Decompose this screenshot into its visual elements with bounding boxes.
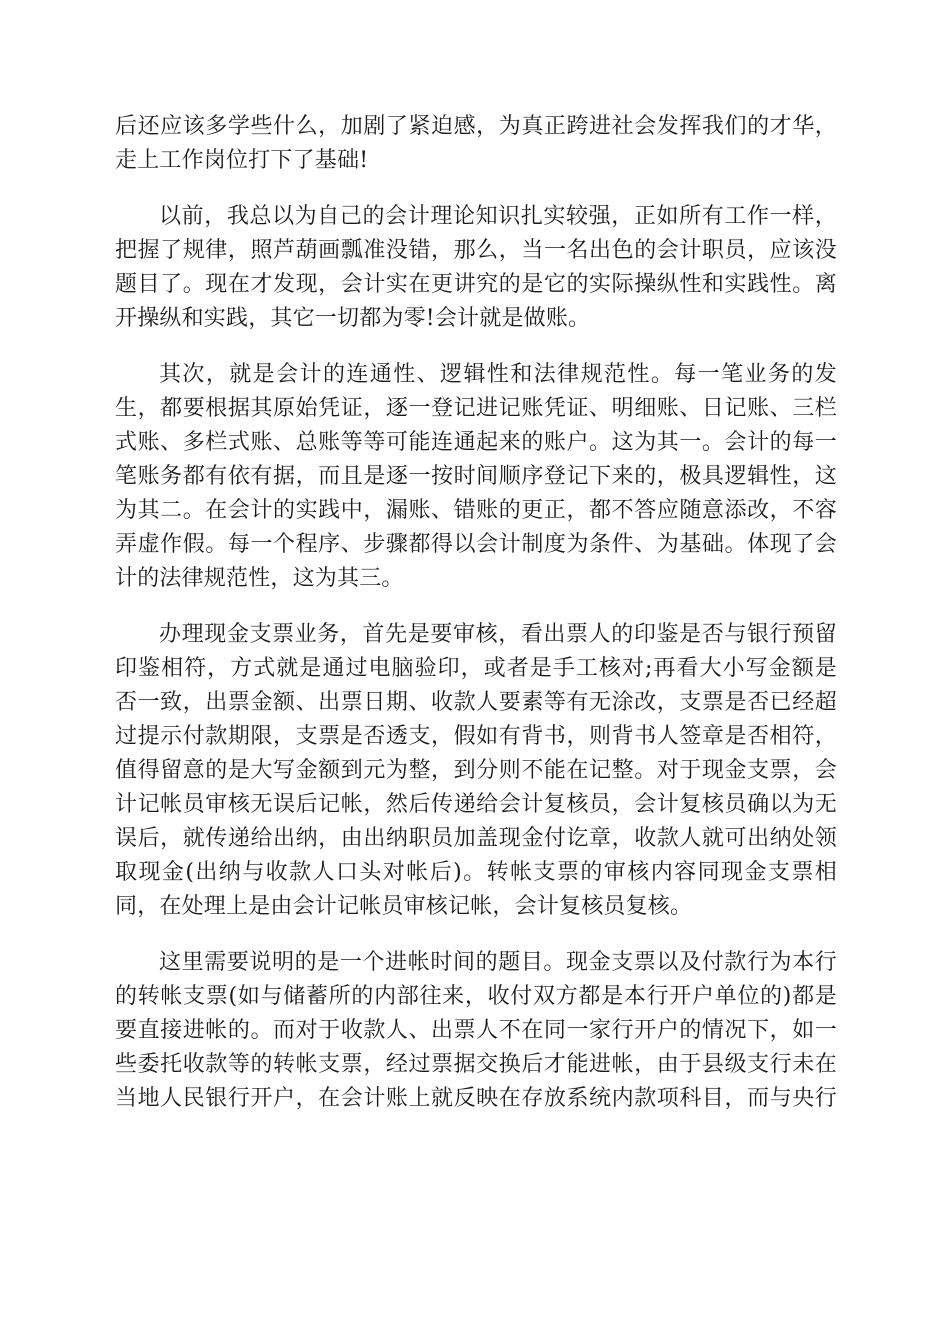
paragraph	[115, 946, 837, 1116]
text-line: 印鉴相符，方式就是通过电脑验印，或者是手工核对;再看大小写金额是	[115, 656, 837, 681]
paragraph	[115, 200, 837, 336]
text-line: 笔账务都有依有据，而且是逐一按时间顺序登记下来的，极具逻辑性，这	[115, 464, 837, 489]
text-line: 其次，就是会计的连通性、逻辑性和法律规范性。每一笔业务的发	[159, 362, 837, 387]
text-line: 取现金(出纳与收款人口头对帐后)。转帐支票的审核内容同现金支票相	[115, 860, 837, 885]
text-line: 后还应该多学些什么，加剧了紧迫感，为真正跨进社会发挥我们的才华，	[115, 114, 837, 139]
text-line: 为其二。在会计的实践中，漏账、错账的更正，都不答应随意添改，不容	[115, 498, 837, 523]
paragraph	[115, 618, 837, 924]
text-line: 弄虚作假。每一个程序、步骤都得以会计制度为条件、为基础。体现了会	[115, 532, 837, 557]
text-line: 这里需要说明的是一个进帐时间的题目。现金支票以及付款行为本行	[159, 950, 837, 975]
text-line: 题目了。现在才发现，会计实在更讲究的是它的实际操纵性和实践性。离	[115, 272, 837, 297]
text-line: 否一致，出票金额、出票日期、收款人要素等有无涂改，支票是否已经超	[115, 690, 837, 715]
text-line: 计记帐员审核无误后记帐，然后传递给会计复核员，会计复核员确以为无	[115, 792, 837, 817]
text-line: 些委托收款等的转帐支票，经过票据交换后才能进帐，由于县级支行未在	[115, 1052, 837, 1077]
text-line: 值得留意的是大写金额到元为整，到分则不能在记整。对于现金支票，会	[115, 758, 837, 783]
text-line: 的转帐支票(如与储蓄所的内部往来，收付双方都是本行开户单位的)都是	[115, 984, 837, 1009]
text-line: 当地人民银行开户，在会计账上就反映在存放系统内款项科目，而与央行	[115, 1086, 837, 1111]
text-line: 要直接进帐的。而对于收款人、出票人不在同一家行开户的情况下，如一	[115, 1018, 837, 1043]
text-line: 开操纵和实践，其它一切都为零!会计就是做账。	[115, 306, 591, 331]
text-line: 式账、多栏式账、总账等等可能连通起来的账户。这为其一。会计的每一	[115, 430, 837, 455]
text-line: 误后，就传递给出纳，由出纳职员加盖现金付讫章，收款人就可出纳处领	[115, 826, 837, 851]
text-line: 办理现金支票业务，首先是要审核，看出票人的印鉴是否与银行预留	[159, 622, 837, 647]
paragraph	[115, 358, 837, 596]
text-line: 同，在处理上是由会计记帐员审核记帐，会计复核员复核。	[115, 894, 693, 919]
paragraph	[115, 110, 837, 178]
text-line: 走上工作岗位打下了基础!	[115, 148, 369, 173]
text-line: 把握了规律，照芦葫画瓢准没错，那么，当一名出色的会计职员，应该没	[115, 238, 837, 263]
text-line: 以前，我总以为自己的会计理论知识扎实较强，正如所有工作一样，	[159, 204, 837, 229]
text-line: 生，都要根据其原始凭证，逐一登记进记账凭证、明细账、日记账、三栏	[115, 396, 837, 421]
text-line: 过提示付款期限，支票是否透支，假如有背书，则背书人签章是否相符，	[115, 724, 837, 749]
document-page	[115, 110, 837, 1138]
text-line: 计的法律规范性，这为其三。	[115, 566, 404, 591]
